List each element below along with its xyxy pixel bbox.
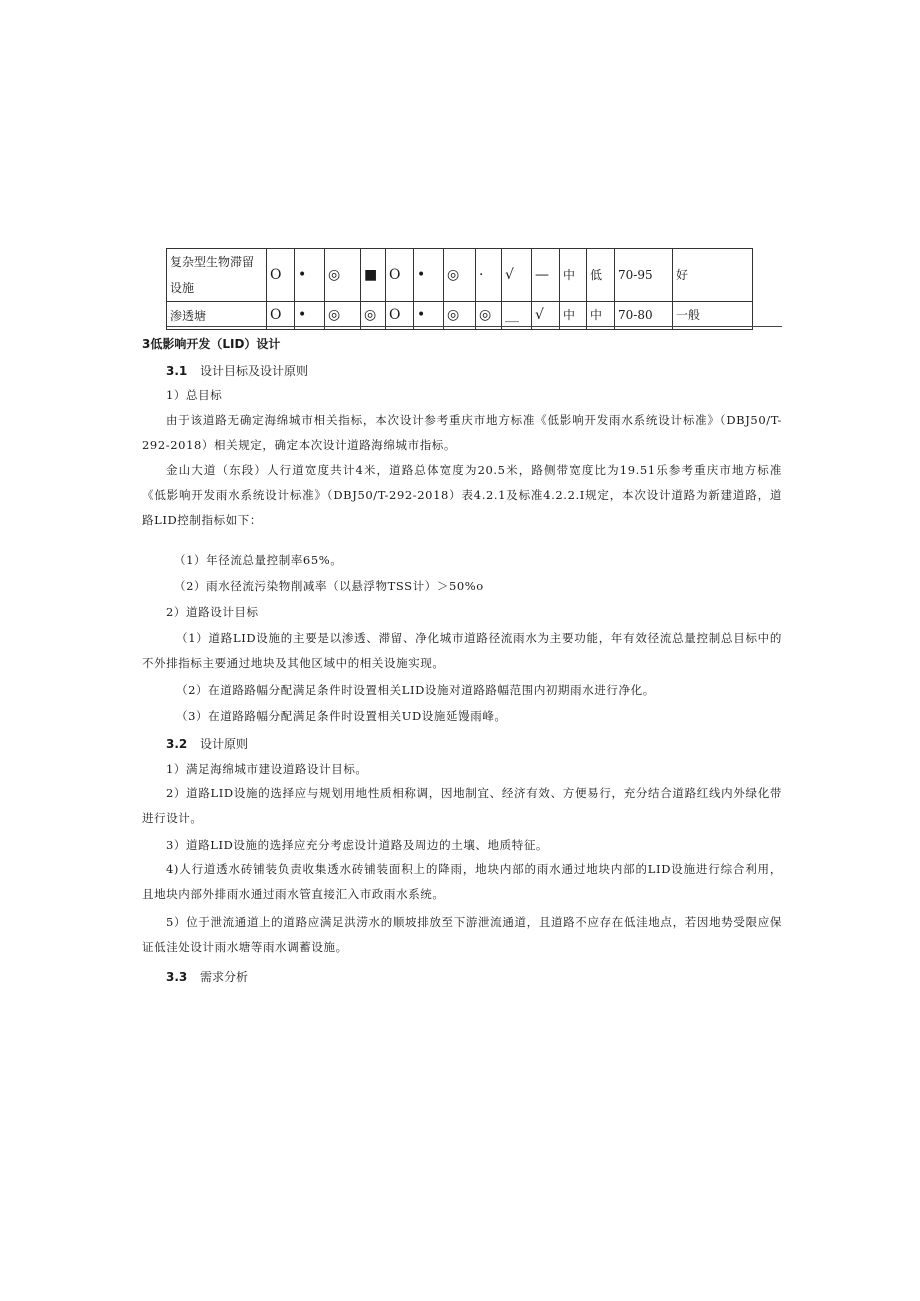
table-cell: ◎ [361,302,386,330]
table-cell: √ [502,249,532,302]
table-cell: • [295,302,325,330]
paragraph: （1）道路LID设施的主要是以渗透、滞留、净化城市道路径流雨水为主要功能，年有效径流总量控制总目标中的不外排指标主要通过地块及其他区域中的相关设施实现。 [142,631,782,670]
table-cell: 好 [673,249,753,302]
target-item: （1）年径流总量控制率65%。 [174,553,343,567]
section-heading-3-1 [166,362,308,379]
table-cell: • [414,302,444,330]
table-cell: • [414,249,444,302]
section-number: 3.1 [166,364,188,378]
paragraph: 金山大道（东段）人行道宽度共计4米，道路总体宽度为20.5米，路侧带宽度比为19.51乐参考重庆市地方标准《低影响开发雨水系统设计标准》（DBJ50/T-292-2018）表4.2.1及标准4.2.2.I规定，本次设计道路为新建道路，道路LID控制指标如下： [142,463,782,527]
section-title: 设计原则 [200,737,249,751]
table-cell: 中 [560,249,587,302]
section-number: 3.3 [166,970,188,984]
table-cell: O [267,249,295,302]
section-title: 设计目标及设计原则 [200,364,309,378]
section-heading-3-2 [166,735,248,752]
paragraph: 由于该道路无确定海绵城市相关指标，本次设计参考重庆市地方标准《低影响开发雨水系统设计标准》（DBJ50/T-292-2018）相关规定，确定本次设计道路海绵城市指标。 [142,413,782,452]
table-cell: O [386,249,414,302]
section-heading-3-3 [166,968,248,985]
table-cell: 一般 [673,302,753,330]
facility-name: 复杂型生物滞留设施 [167,249,267,302]
facility-name: 渗透塘 [167,302,267,330]
table-cell: 中 [560,302,587,330]
target-item: （2）雨水径流污染物削减率（以悬浮物TSS计）＞50%o [174,579,484,593]
paragraph: （2）在道路路幅分配满足条件时设置相关LID设施对道路路幅范围内初期雨水进行净化。 [176,683,655,697]
table-cell: ◎ [325,302,361,330]
table-cell: √ [532,302,560,330]
table-cell: 70-80 [615,302,673,330]
subheading-total-goal: 1）总目标 [166,388,223,402]
section-title: 需求分析 [200,970,249,984]
table-cell: 低 [587,249,615,302]
table-cell: — [532,249,560,302]
paragraph: （3）在道路路幅分配满足条件时设置相关UD设施延馒雨峰。 [176,709,507,723]
subheading-road-goal: 2）道路设计目标 [166,605,259,619]
table-bottom-rule [166,326,782,327]
table-cell: • [295,249,325,302]
section-number: 3.2 [166,737,188,751]
principle-item: 2）道路LID设施的选择应与规划用地性质相称调，因地制宜、经济有效、方便易行，充分结合道路红线内外绿化带进行设计。 [142,786,782,825]
table-cell: O [267,302,295,330]
table-cell: 70-95 [615,249,673,302]
table-cell: ◎ [325,249,361,302]
table-cell: 中 [587,302,615,330]
table-cell: __ [502,302,532,330]
chapter-heading: 3低影响开发（LID）设计 [142,337,281,351]
table-cell: O [386,302,414,330]
principle-item: 5）位于泄流通道上的道路应满足洪涝水的顺坡排放至下游泄流通道，且道路不应存在低洼地点，若因地势受限应保证低洼处设计雨水塘等雨水调蓄设施。 [142,915,782,954]
principle-item: 1）满足海绵城市建设道路设计目标。 [166,762,368,776]
table-cell: ■ [361,249,386,302]
table-cell: ◎ [444,249,476,302]
table-cell: ◎ [476,302,502,330]
table-cell: ◎ [444,302,476,330]
table-row [167,249,753,302]
principle-item: 3）道路LID设施的选择应充分考虑设计道路及周边的土壤、地质特征。 [166,838,549,852]
table-cell: · [476,249,502,302]
lid-facility-table [166,248,753,330]
principle-item: 4)人行道透水砖铺装负责收集透水砖铺装面积上的降雨，地块内部的雨水通过地块内部的LID设施进行综合利用，且地块内部外排雨水通过雨水管直接汇入市政雨水系统。 [142,862,782,901]
